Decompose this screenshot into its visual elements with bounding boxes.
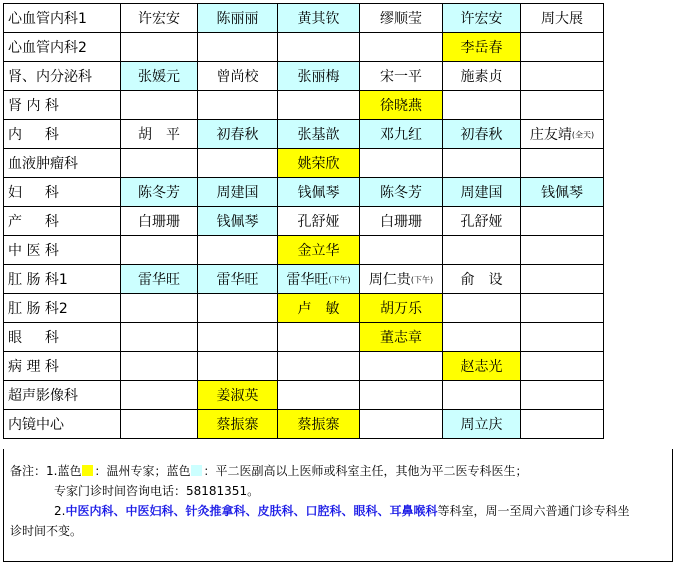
doctor-cell: [198, 120, 278, 149]
notes-line-2: 专家门诊时间咨询电话：58181351。: [54, 484, 260, 498]
doctor-cell: [121, 352, 198, 381]
doctor-cell: [121, 120, 198, 149]
doctor-cell: [360, 91, 443, 120]
department-cell: 病 理 科: [4, 352, 121, 381]
doctor-name: 赵志光: [460, 359, 503, 375]
doctor-cell: [198, 323, 278, 352]
doctor-cell: [521, 91, 604, 120]
doctor-cell: [521, 4, 604, 33]
notes-text: 等科室，周一至周六普通门诊专科坐: [437, 504, 630, 518]
doctor-cell: [521, 149, 604, 178]
doctor-cell: [360, 294, 443, 323]
table-row: [4, 381, 676, 410]
doctor-cell: [521, 62, 604, 91]
doctor-cell: [360, 120, 443, 149]
doctor-name: 许宏安: [138, 11, 180, 27]
doctor-cell: [443, 91, 521, 120]
doctor-cell: [278, 265, 360, 294]
doctor-name: 陈冬芳: [380, 185, 422, 201]
time-note: (下午): [410, 275, 434, 285]
doctor-name: 陈丽丽: [216, 11, 259, 27]
doctor-cell: [198, 4, 278, 33]
table-row: [4, 62, 676, 91]
table-row: [4, 265, 676, 294]
doctor-cell: [443, 352, 521, 381]
doctor-cell: [360, 149, 443, 178]
department-cell: 肛 肠 科2: [4, 294, 121, 323]
doctor-cell: [360, 352, 443, 381]
doctor-name: 姜淑英: [216, 388, 259, 404]
doctor-cell: [278, 207, 360, 236]
department-cell: 超声影像科: [4, 381, 121, 410]
doctor-cell: [198, 62, 278, 91]
doctor-cell: [443, 410, 521, 439]
doctor-cell: [198, 265, 278, 294]
notes-section: [3, 449, 673, 562]
doctor-cell: [521, 178, 604, 207]
doctor-cell: [121, 62, 198, 91]
department-cell: 眼 科: [4, 323, 121, 352]
table-row: [4, 120, 676, 149]
doctor-name: 雷华旺: [216, 272, 259, 288]
doctor-cell: [443, 294, 521, 323]
doctor-name: 雷华旺: [286, 272, 329, 288]
doctor-cell: [360, 410, 443, 439]
doctor-name: 胡万乐: [380, 301, 422, 317]
doctor-cell: [121, 236, 198, 265]
doctor-cell: [198, 236, 278, 265]
department-cell: 血液肿瘤科: [4, 149, 121, 178]
table-row: [4, 323, 676, 352]
doctor-cell: [443, 207, 521, 236]
department-cell: 中 医 科: [4, 236, 121, 265]
doctor-cell: [521, 207, 604, 236]
doctor-name: 钱佩琴: [541, 185, 583, 201]
doctor-name: 周仁贵: [368, 272, 411, 288]
notes-line-1: [10, 461, 666, 481]
doctor-cell: [121, 178, 198, 207]
doctor-cell: [198, 352, 278, 381]
doctor-cell: [198, 149, 278, 178]
department-cell: 肾 内 科: [4, 91, 121, 120]
table-row: [4, 294, 676, 323]
doctor-cell: [443, 323, 521, 352]
doctor-cell: [521, 323, 604, 352]
doctor-cell: [521, 265, 604, 294]
doctor-cell: [443, 149, 521, 178]
doctor-name: 钱佩琴: [216, 214, 259, 230]
doctor-cell: [443, 381, 521, 410]
doctor-cell: [121, 33, 198, 62]
doctor-cell: [443, 33, 521, 62]
department-cell: 心血管内科1: [4, 4, 121, 33]
doctor-cell: [198, 381, 278, 410]
time-note: (全天): [571, 130, 595, 140]
doctor-name: 李岳春: [460, 40, 503, 56]
doctor-cell: [121, 323, 198, 352]
doctor-cell: [443, 62, 521, 91]
doctor-name: 周建国: [460, 185, 503, 201]
doctor-name: 周大展: [541, 11, 583, 27]
doctor-name: 张媛元: [138, 69, 180, 85]
table-row: [4, 91, 676, 120]
notes-text: ：温州专家；蓝色: [94, 464, 191, 478]
doctor-name: 蔡振寨: [297, 417, 340, 433]
table-row: [4, 33, 676, 62]
doctor-cell: [360, 4, 443, 33]
notes-text: ：平二医副高以上医师或科室主任，其他为平二医专科医生；: [203, 464, 528, 478]
doctor-name: 蔡振寨: [216, 417, 259, 433]
department-cell: 妇 科: [4, 178, 121, 207]
doctor-cell: [360, 381, 443, 410]
department-cell: 产 科: [4, 207, 121, 236]
doctor-cell: [121, 410, 198, 439]
doctor-name: 钱佩琴: [297, 185, 340, 201]
doctor-name: 孔舒娅: [297, 214, 340, 230]
table-row: [4, 207, 676, 236]
department-cell: 心血管内科2: [4, 33, 121, 62]
doctor-cell: [521, 120, 604, 149]
doctor-cell: [121, 265, 198, 294]
doctor-cell: [278, 120, 360, 149]
doctor-cell: [521, 236, 604, 265]
doctor-cell: [521, 352, 604, 381]
doctor-cell: [278, 33, 360, 62]
doctor-name: 白珊珊: [138, 214, 180, 230]
doctor-name: 张丽梅: [297, 69, 340, 85]
doctor-cell: [443, 236, 521, 265]
doctor-cell: [278, 294, 360, 323]
doctor-name: 邓九红: [380, 127, 422, 143]
doctor-name: 施素贞: [460, 69, 503, 85]
doctor-cell: [278, 236, 360, 265]
table-row: [4, 4, 676, 33]
table-row: [4, 352, 676, 381]
schedule-table: [3, 3, 676, 439]
doctor-cell: [121, 207, 198, 236]
doctor-cell: [278, 323, 360, 352]
notes-highlight-text: 中医内科、中医妇科、针灸推拿科、皮肤科、口腔科、眼科、耳鼻喉科: [65, 504, 438, 518]
doctor-name: 陈冬芳: [138, 185, 180, 201]
doctor-name: 张基歆: [297, 127, 340, 143]
doctor-cell: [360, 323, 443, 352]
doctor-name: 许宏安: [460, 11, 503, 27]
doctor-cell: [278, 4, 360, 33]
doctor-name: 庄友靖: [529, 127, 572, 143]
notes-line-4: 诊时间不变。: [10, 524, 83, 538]
blue-swatch: [191, 465, 202, 476]
notes-text: 2.: [54, 504, 66, 518]
doctor-cell: [360, 178, 443, 207]
doctor-cell: [521, 410, 604, 439]
doctor-cell: [198, 294, 278, 323]
doctor-cell: [443, 265, 521, 294]
doctor-name: 周建国: [216, 185, 259, 201]
notes-line-3: [10, 501, 666, 521]
doctor-cell: [121, 149, 198, 178]
doctor-name: 周立庆: [460, 417, 503, 433]
doctor-cell: [198, 91, 278, 120]
doctor-name: 卢 敏: [297, 301, 340, 317]
doctor-cell: [443, 4, 521, 33]
doctor-cell: [278, 62, 360, 91]
doctor-cell: [121, 294, 198, 323]
doctor-cell: [198, 33, 278, 62]
table-row: [4, 410, 676, 439]
table-row: [4, 236, 676, 265]
doctor-cell: [360, 207, 443, 236]
doctor-name: 胡 平: [138, 127, 180, 143]
doctor-cell: [360, 33, 443, 62]
doctor-cell: [198, 178, 278, 207]
doctor-name: 黄其钦: [297, 11, 340, 27]
yellow-swatch: [82, 465, 93, 476]
table-row: [4, 178, 676, 207]
notes-text: 备注：1.蓝色: [10, 464, 82, 478]
doctor-cell: [278, 381, 360, 410]
doctor-cell: [278, 178, 360, 207]
doctor-name: 俞 设: [460, 272, 503, 288]
department-cell: 内 科: [4, 120, 121, 149]
doctor-name: 金立华: [297, 243, 340, 259]
doctor-name: 董志章: [380, 330, 422, 346]
doctor-name: 曾尚校: [216, 69, 259, 85]
doctor-name: 缪顺莹: [380, 11, 422, 27]
doctor-name: 白珊珊: [380, 214, 422, 230]
department-cell: 肛 肠 科1: [4, 265, 121, 294]
doctor-name: 姚荣欣: [297, 156, 340, 172]
schedule-body: [4, 4, 676, 439]
doctor-cell: [278, 91, 360, 120]
doctor-cell: [360, 62, 443, 91]
doctor-cell: [360, 265, 443, 294]
doctor-name: 初春秋: [216, 127, 259, 143]
doctor-name: 初春秋: [460, 127, 503, 143]
doctor-cell: [278, 149, 360, 178]
doctor-cell: [521, 294, 604, 323]
doctor-name: 孔舒娅: [460, 214, 503, 230]
doctor-cell: [121, 4, 198, 33]
time-note: (下午): [328, 275, 351, 285]
doctor-cell: [521, 381, 604, 410]
table-row: [4, 149, 676, 178]
doctor-cell: [278, 410, 360, 439]
doctor-cell: [443, 120, 521, 149]
doctor-cell: [121, 381, 198, 410]
doctor-cell: [198, 410, 278, 439]
doctor-name: 雷华旺: [138, 272, 180, 288]
department-cell: 内镜中心: [4, 410, 121, 439]
doctor-name: 宋一平: [380, 69, 422, 85]
doctor-cell: [443, 178, 521, 207]
doctor-cell: [521, 33, 604, 62]
doctor-cell: [198, 207, 278, 236]
doctor-name: 徐晓燕: [380, 98, 422, 114]
doctor-cell: [121, 91, 198, 120]
doctor-cell: [360, 236, 443, 265]
department-cell: 肾、内分泌科: [4, 62, 121, 91]
doctor-cell: [278, 352, 360, 381]
